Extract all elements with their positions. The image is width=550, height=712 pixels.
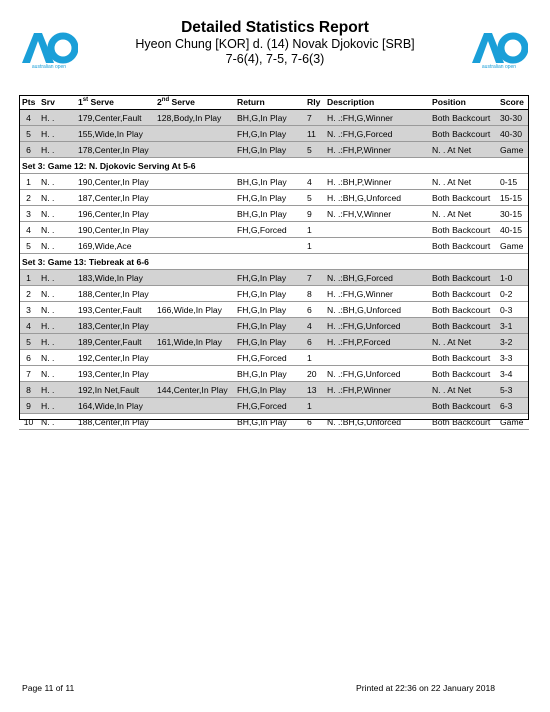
cell-position: Both Backcourt	[429, 238, 497, 254]
cell-second-serve	[154, 366, 234, 382]
cell-position: Both Backcourt	[429, 398, 497, 414]
cell-position: Both Backcourt	[429, 350, 497, 366]
cell-return: FH,G,In Play	[234, 126, 304, 142]
cell-server: N. .	[38, 174, 75, 190]
cell-rally: 7	[304, 110, 324, 126]
table-row	[19, 414, 529, 430]
cell-position: Both Backcourt	[429, 286, 497, 302]
cell-first-serve: 188,Center,In Play	[75, 286, 154, 302]
stats-table	[19, 95, 529, 430]
cell-rally: 5	[304, 142, 324, 158]
table-row	[19, 350, 529, 366]
cell-first-serve: 192,Center,In Play	[75, 350, 154, 366]
cell-server: N. .	[38, 238, 75, 254]
cell-first-serve: 183,Center,In Play	[75, 318, 154, 334]
cell-first-serve: 193,Center,In Play	[75, 366, 154, 382]
report-title: Detailed Statistics Report	[181, 19, 369, 36]
cell-pts: 4	[19, 222, 38, 238]
cell-second-serve	[154, 222, 234, 238]
col-header-srv: Srv	[38, 95, 75, 110]
table-row	[19, 398, 529, 414]
cell-server: N. .	[38, 350, 75, 366]
cell-rally: 6	[304, 334, 324, 350]
cell-description	[324, 222, 429, 238]
cell-pts: 10	[19, 414, 38, 430]
cell-second-serve	[154, 238, 234, 254]
cell-description: H. .:FH,G,Winner	[324, 110, 429, 126]
cell-second-serve	[154, 126, 234, 142]
cell-rally: 8	[304, 286, 324, 302]
cell-description: H. .:FH,P,Winner	[324, 382, 429, 398]
table-row	[19, 366, 529, 382]
cell-position: Both Backcourt	[429, 190, 497, 206]
cell-position: Both Backcourt	[429, 366, 497, 382]
cell-pts: 2	[19, 286, 38, 302]
table-row	[19, 206, 529, 222]
cell-server: H. .	[38, 270, 75, 286]
col-header-pts: Pts	[19, 95, 38, 110]
cell-first-serve: 190,Center,In Play	[75, 222, 154, 238]
cell-score: 6-3	[497, 398, 529, 414]
match-score: 7-6(4), 7-5, 7-6(3)	[225, 52, 325, 66]
cell-server: N. .	[38, 190, 75, 206]
match-players: Hyeon Chung [KOR] d. (14) Novak Djokovic [SRB]	[135, 37, 415, 51]
cell-return: BH,G,In Play	[234, 174, 304, 190]
cell-rally: 13	[304, 382, 324, 398]
cell-pts: 6	[19, 142, 38, 158]
cell-second-serve	[154, 142, 234, 158]
cell-position: N. . At Net	[429, 142, 497, 158]
cell-score: 3-2	[497, 334, 529, 350]
cell-position: Both Backcourt	[429, 110, 497, 126]
cell-description: H. .:BH,G,Unforced	[324, 190, 429, 206]
cell-return: FH,G,In Play	[234, 190, 304, 206]
cell-score: Game	[497, 414, 529, 430]
cell-second-serve	[154, 190, 234, 206]
cell-first-serve: 192,In Net,Fault	[75, 382, 154, 398]
cell-server: H. .	[38, 398, 75, 414]
cell-server: H. .	[38, 318, 75, 334]
cell-first-serve: 179,Center,Fault	[75, 110, 154, 126]
table-row	[19, 222, 529, 238]
cell-first-serve: 169,Wide,Ace	[75, 238, 154, 254]
cell-first-serve: 189,Center,Fault	[75, 334, 154, 350]
cell-server: N. .	[38, 286, 75, 302]
logo-caption: australian open	[481, 64, 517, 70]
table-row	[19, 318, 529, 334]
cell-server: H. .	[38, 142, 75, 158]
cell-second-serve: 161,Wide,In Play	[154, 334, 234, 350]
cell-description: H. .:FH,P,Forced	[324, 334, 429, 350]
cell-server: H. .	[38, 126, 75, 142]
cell-rally: 1	[304, 222, 324, 238]
cell-pts: 9	[19, 398, 38, 414]
cell-second-serve	[154, 350, 234, 366]
cell-return: BH,G,In Play	[234, 366, 304, 382]
section-header-row	[19, 158, 529, 174]
cell-position: N. . At Net	[429, 334, 497, 350]
cell-score: 3-1	[497, 318, 529, 334]
table-header-row	[19, 95, 529, 110]
cell-return: FH,G,In Play	[234, 318, 304, 334]
cell-pts: 7	[19, 366, 38, 382]
col-header-position: Position	[429, 95, 497, 110]
table-row	[19, 302, 529, 318]
cell-position: Both Backcourt	[429, 302, 497, 318]
table-row	[19, 174, 529, 190]
page-number: Page 11 of 11	[22, 683, 75, 693]
cell-description: N. .:FH,G,Forced	[324, 126, 429, 142]
table-row	[19, 126, 529, 142]
stats-table-container	[19, 95, 529, 430]
cell-second-serve	[154, 398, 234, 414]
cell-server: N. .	[38, 302, 75, 318]
cell-description: N. .:FH,V,Winner	[324, 206, 429, 222]
table-row	[19, 270, 529, 286]
cell-return: FH,G,Forced	[234, 350, 304, 366]
cell-second-serve: 128,Body,In Play	[154, 110, 234, 126]
table-row	[19, 190, 529, 206]
cell-first-serve: 187,Center,In Play	[75, 190, 154, 206]
cell-score: 30-15	[497, 206, 529, 222]
print-timestamp: Printed at 22:36 on 22 January 2018	[356, 683, 496, 693]
cell-rally: 1	[304, 350, 324, 366]
cell-first-serve: 155,Wide,In Play	[75, 126, 154, 142]
cell-score: 3-4	[497, 366, 529, 382]
logo-caption: australian open	[31, 64, 67, 70]
cell-rally: 4	[304, 174, 324, 190]
cell-pts: 5	[19, 334, 38, 350]
cell-pts: 3	[19, 206, 38, 222]
cell-first-serve: 178,Center,In Play	[75, 142, 154, 158]
cell-return: BH,G,In Play	[234, 206, 304, 222]
cell-pts: 2	[19, 190, 38, 206]
report-header	[0, 18, 550, 67]
col-header-second-serve: 2nd Serve	[154, 95, 234, 110]
cell-rally: 9	[304, 206, 324, 222]
cell-return: FH,G,In Play	[234, 334, 304, 350]
cell-score: 5-3	[497, 382, 529, 398]
cell-second-serve: 166,Wide,In Play	[154, 302, 234, 318]
cell-pts: 6	[19, 350, 38, 366]
cell-score: 0-3	[497, 302, 529, 318]
cell-rally: 1	[304, 238, 324, 254]
cell-description: N. .:BH,G,Unforced	[324, 302, 429, 318]
cell-pts: 4	[19, 318, 38, 334]
cell-score: 15-15	[497, 190, 529, 206]
cell-server: H. .	[38, 110, 75, 126]
cell-score: 0-15	[497, 174, 529, 190]
cell-return: FH,G,In Play	[234, 286, 304, 302]
cell-position: Both Backcourt	[429, 414, 497, 430]
cell-position: Both Backcourt	[429, 318, 497, 334]
cell-description	[324, 238, 429, 254]
cell-server: H. .	[38, 334, 75, 350]
cell-description: N. .:FH,G,Unforced	[324, 366, 429, 382]
table-body	[19, 110, 529, 430]
cell-description: N. .:BH,G,Unforced	[324, 414, 429, 430]
cell-return: FH,G,In Play	[234, 302, 304, 318]
cell-return: BH,G,In Play	[234, 414, 304, 430]
cell-rally: 6	[304, 414, 324, 430]
cell-first-serve: 164,Wide,In Play	[75, 398, 154, 414]
ao-logo-left	[20, 30, 78, 70]
cell-pts: 4	[19, 110, 38, 126]
cell-position: Both Backcourt	[429, 126, 497, 142]
col-header-description: Description	[324, 95, 429, 110]
cell-description	[324, 398, 429, 414]
cell-server: H. .	[38, 382, 75, 398]
cell-description: H. .:FH,G,Winner	[324, 286, 429, 302]
cell-pts: 1	[19, 174, 38, 190]
table-row	[19, 142, 529, 158]
col-header-rally: Rly	[304, 95, 324, 110]
cell-server: N. .	[38, 414, 75, 430]
cell-pts: 8	[19, 382, 38, 398]
cell-second-serve	[154, 270, 234, 286]
cell-description: H. .:FH,G,Unforced	[324, 318, 429, 334]
section-header-row	[19, 254, 529, 270]
cell-rally: 7	[304, 270, 324, 286]
cell-return: FH,G,In Play	[234, 382, 304, 398]
cell-rally: 1	[304, 398, 324, 414]
table-row	[19, 334, 529, 350]
cell-first-serve: 183,Wide,In Play	[75, 270, 154, 286]
cell-first-serve: 188,Center,In Play	[75, 414, 154, 430]
cell-return: FH,G,In Play	[234, 270, 304, 286]
cell-score: 0-2	[497, 286, 529, 302]
cell-second-serve	[154, 174, 234, 190]
cell-description: H. .:BH,P,Winner	[324, 174, 429, 190]
section-title: Set 3: Game 13: Tiebreak at 6-6	[19, 254, 529, 270]
cell-return: FH,G,In Play	[234, 142, 304, 158]
cell-first-serve: 196,Center,In Play	[75, 206, 154, 222]
cell-description	[324, 350, 429, 366]
cell-score: 40-30	[497, 126, 529, 142]
cell-position: Both Backcourt	[429, 222, 497, 238]
cell-pts: 5	[19, 126, 38, 142]
col-header-return: Return	[234, 95, 304, 110]
cell-first-serve: 193,Center,Fault	[75, 302, 154, 318]
ao-logo-right	[470, 30, 528, 70]
cell-position: N. . At Net	[429, 174, 497, 190]
cell-rally: 20	[304, 366, 324, 382]
cell-return: BH,G,In Play	[234, 110, 304, 126]
cell-rally: 5	[304, 190, 324, 206]
cell-score: 1-0	[497, 270, 529, 286]
section-title: Set 3: Game 12: N. Djokovic Serving At 5-6	[19, 158, 529, 174]
cell-server: N. .	[38, 222, 75, 238]
table-row	[19, 110, 529, 126]
cell-second-serve: 144,Center,In Play	[154, 382, 234, 398]
cell-score: Game	[497, 238, 529, 254]
cell-return	[234, 238, 304, 254]
cell-pts: 3	[19, 302, 38, 318]
cell-rally: 6	[304, 302, 324, 318]
cell-score: 30-30	[497, 110, 529, 126]
table-row	[19, 238, 529, 254]
cell-first-serve: 190,Center,In Play	[75, 174, 154, 190]
cell-position: Both Backcourt	[429, 270, 497, 286]
cell-return: FH,G,Forced	[234, 398, 304, 414]
table-row	[19, 286, 529, 302]
cell-return: FH,G,Forced	[234, 222, 304, 238]
cell-description: N. .:BH,G,Forced	[324, 270, 429, 286]
cell-second-serve	[154, 318, 234, 334]
cell-pts: 1	[19, 270, 38, 286]
cell-description: H. .:FH,P,Winner	[324, 142, 429, 158]
cell-second-serve	[154, 286, 234, 302]
cell-score: 40-15	[497, 222, 529, 238]
col-header-score: Score	[497, 95, 529, 110]
cell-pts: 5	[19, 238, 38, 254]
cell-server: N. .	[38, 206, 75, 222]
cell-rally: 11	[304, 126, 324, 142]
table-row	[19, 382, 529, 398]
cell-rally: 4	[304, 318, 324, 334]
cell-position: N. . At Net	[429, 382, 497, 398]
cell-score: Game	[497, 142, 529, 158]
cell-second-serve	[154, 414, 234, 430]
cell-position: N. . At Net	[429, 206, 497, 222]
cell-score: 3-3	[497, 350, 529, 366]
cell-server: N. .	[38, 366, 75, 382]
cell-second-serve	[154, 206, 234, 222]
col-header-first-serve: 1st Serve	[75, 95, 154, 110]
